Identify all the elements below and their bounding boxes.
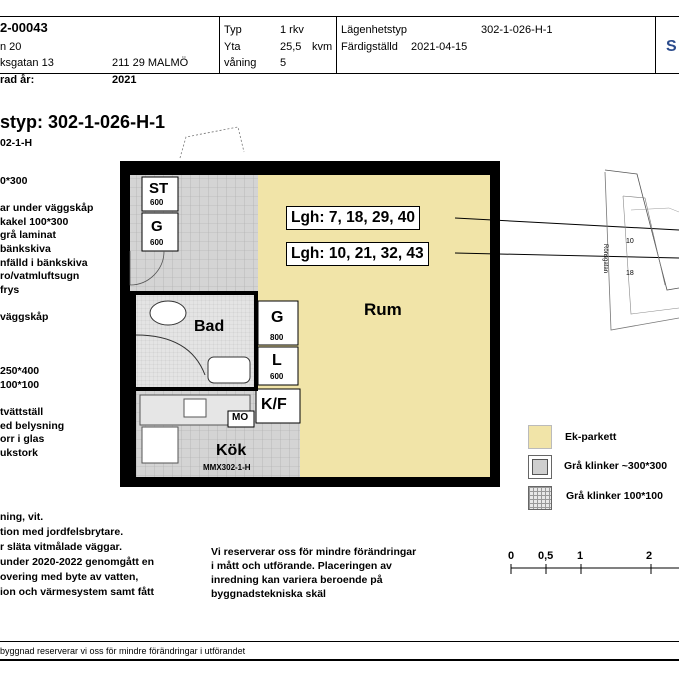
footer-rule	[0, 659, 679, 661]
spec-line: frys	[0, 283, 20, 296]
spec-list	[0, 175, 93, 460]
label-kok-code: MMX302-1-H	[203, 463, 251, 472]
bottom-line: tion med jordfelsbrytare.	[0, 526, 124, 538]
bottom-line: under 2020-2022 genomgått en	[0, 556, 155, 568]
area-unit: kvm	[312, 41, 333, 53]
legend-swatch-tile-100	[528, 486, 552, 510]
spec-line: nfälld i bänkskiva	[0, 256, 88, 269]
page-title: styp: 302-1-026-H-1	[0, 112, 166, 132]
spec-line: tvättställ	[0, 406, 44, 419]
area-label: Yta	[224, 41, 241, 53]
built-year-label: rad år:	[0, 74, 35, 86]
completed-value: 2021-04-15	[411, 41, 468, 53]
apartment-numbers-tag: Lgh: 7, 18, 29, 40	[286, 206, 420, 230]
footer-rule	[0, 641, 679, 642]
postal-address: 211 29 MALMÖ	[112, 57, 189, 69]
street-edge	[623, 196, 679, 314]
street-edge	[605, 172, 679, 330]
floor-value: 5	[280, 57, 287, 69]
scale-bar	[505, 562, 679, 576]
building-outline	[605, 170, 679, 290]
page-subtitle: 02-1-H	[0, 137, 33, 149]
label-mo: MO	[232, 412, 249, 423]
spec-line	[0, 393, 93, 407]
map-number: 10	[626, 238, 634, 245]
legend-swatch-parquet	[528, 425, 552, 449]
header-table	[0, 16, 679, 74]
scale-label: 1	[577, 550, 584, 562]
legend-swatch-tile-300	[528, 455, 552, 479]
bottom-line: r släta vitmålade väggar.	[0, 541, 122, 553]
type-label: Typ	[224, 24, 242, 36]
spec-line	[0, 352, 93, 366]
disclaimer	[211, 545, 416, 601]
toilet	[150, 301, 186, 325]
spec-line	[0, 325, 93, 339]
spec-line: bänkskiva	[0, 242, 51, 255]
scale-label: 0	[508, 550, 515, 562]
label-rum: Rum	[364, 300, 402, 319]
spec-line	[0, 297, 93, 311]
disclaimer-line: i mått och utförande. Placeringen av	[211, 560, 392, 572]
apartment-numbers-tag: Lgh: 10, 21, 32, 43	[286, 242, 429, 266]
label-kok: Kök	[216, 442, 247, 459]
footer-note: byggnad reserverar vi oss för mindre förändringar i utförandet	[0, 646, 246, 656]
spec-line: orr i glas	[0, 433, 45, 446]
bottom-line: overing med byte av vatten,	[0, 571, 139, 583]
header-divider	[655, 17, 656, 73]
spec-line: kakel 100*300	[0, 215, 69, 228]
balcony-outline	[180, 127, 244, 158]
object-id: 2-00043	[0, 20, 48, 35]
area-value: 25,5	[280, 41, 302, 53]
floor-plan	[110, 125, 510, 500]
spec-line: grå laminat	[0, 229, 57, 242]
bottom-line: ning, vit.	[0, 511, 44, 523]
scale-label: 2	[646, 550, 653, 562]
disclaimer-line: byggnadstekniska skäl	[211, 588, 326, 600]
scale-label: 0,5	[538, 550, 554, 562]
sink	[184, 399, 206, 417]
header-divider	[336, 17, 337, 73]
label-bad: Bad	[194, 318, 225, 335]
label-st: ST	[149, 180, 169, 197]
floor-label: våning	[224, 57, 257, 69]
street-address: ksgatan 13	[0, 57, 54, 69]
kitchen-wall	[130, 387, 258, 391]
label-kf: K/F	[261, 396, 287, 413]
spec-line	[0, 189, 93, 203]
legend-label: Grå klinker 100*100	[566, 490, 663, 502]
washbasin	[208, 357, 250, 383]
label-g1-dim: 600	[150, 238, 164, 247]
spec-line: ed belysning	[0, 419, 65, 432]
pointer-line	[455, 253, 679, 258]
building-outline	[631, 208, 679, 212]
legend-label: Ek-parkett	[565, 431, 617, 443]
apartment-type-label: Lägenhetstyp	[341, 24, 408, 36]
legend-label: Grå klinker ~300*300	[564, 460, 668, 472]
label-l-dim: 600	[270, 372, 284, 381]
type-value: 1 rkv	[280, 24, 304, 36]
spec-line: 0*300	[0, 175, 28, 187]
brand-logo-fragment: S	[666, 38, 677, 55]
label-g2-dim: 800	[270, 333, 284, 342]
bathroom-wall	[254, 291, 258, 391]
spec-line: 100*100	[0, 378, 40, 391]
spec-line: 250*400	[0, 365, 40, 378]
street-name: Rönsgatan	[602, 244, 608, 274]
bottom-line: ion och värmesystem samt fått	[0, 586, 155, 598]
label-st-dim: 600	[150, 198, 164, 207]
spec-line: ar under väggskåp	[0, 202, 94, 215]
label-g2: G	[271, 309, 284, 326]
bathroom-wall	[130, 291, 258, 295]
bottom-text	[0, 510, 154, 600]
pointer-line	[455, 218, 679, 230]
built-year-value: 2021	[112, 74, 137, 86]
disclaimer-line: Vi reserverar oss för mindre förändringar	[211, 546, 417, 558]
house-name: n 20	[0, 41, 22, 53]
label-l: L	[272, 352, 282, 369]
spec-line: ro/vatmluftsugn	[0, 270, 80, 283]
spec-line: ukstork	[0, 446, 38, 459]
stove	[142, 427, 178, 463]
header-divider	[219, 17, 220, 73]
site-map	[455, 150, 679, 350]
disclaimer-line: inredning kan variera beroende på	[211, 574, 383, 586]
apartment-type-value: 302-1-026-H-1	[481, 24, 553, 36]
completed-label: Färdigställd	[341, 41, 398, 53]
label-g1: G	[151, 218, 163, 235]
map-number: 18	[626, 270, 634, 277]
spec-line: väggskåp	[0, 310, 49, 323]
spec-line	[0, 338, 93, 352]
